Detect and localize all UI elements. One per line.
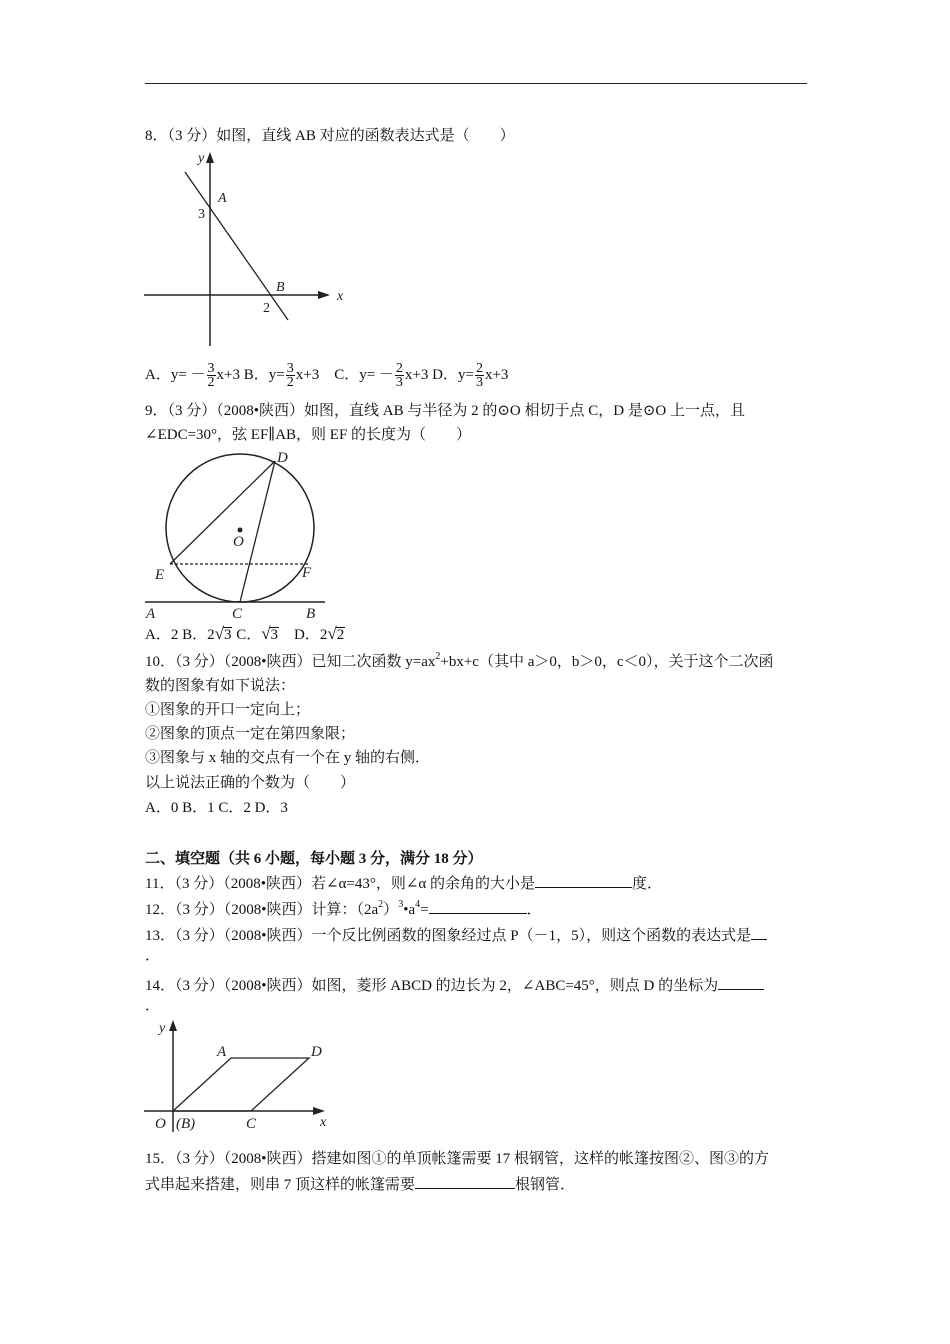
q9-opt-d-label: D．2 (279, 627, 328, 643)
q10-statement-1: ①图象的开口一定向上； (145, 702, 311, 718)
header-rule (145, 83, 807, 84)
q8-figure (140, 150, 360, 350)
q9-O-label: O (233, 534, 244, 550)
q8-options (145, 360, 508, 390)
q10-ask: 以上说法正确的个数为（ ） (145, 775, 356, 791)
q14-tail: ． (145, 998, 161, 1014)
q14-A-label: A (217, 1044, 227, 1060)
q8-A-label: A (218, 191, 227, 206)
q9-E-label: E (155, 567, 165, 583)
q9-opt-c-radicand: 3 (270, 627, 279, 643)
q14-C-label: C (246, 1116, 257, 1132)
q8-opt-d-tail: x+3 (484, 367, 509, 383)
q9-opt-ab: A．2 B．2 (145, 627, 215, 643)
q8-opt-a-label: A．y= － (145, 367, 206, 383)
q10-options: A．0 B．1 C．2 D．3 (145, 800, 288, 816)
section-2-heading: 二、填空题（共 6 小题，每小题 3 分，满分 18 分） (145, 851, 483, 867)
q9-D-label: D (277, 450, 288, 466)
q9-F-label: F (302, 565, 312, 581)
q13-tail: ． (145, 948, 161, 964)
q13: 13．（3 分）（2008•陕西）一个反比例函数的图象经过点 P（－1，5），则这个函数的表达式是 (145, 925, 767, 946)
q9-opt-b-radicand: 3 (223, 627, 232, 643)
q15-line1: 15．（3 分）（2008•陕西）搭建如图①的单顶帐篷需要 17 根钢管，这样的帐篷按图②、图③的方 (145, 1151, 770, 1167)
q8-x-label: x (337, 289, 344, 304)
q8-3-label: 3 (198, 207, 205, 222)
q8-opt-c-label: x+3 C．y= － (295, 367, 394, 383)
q8-opt-c-frac: $\frac{2}{3}$ (395, 361, 403, 391)
q14-D-label: D (311, 1044, 322, 1060)
q8-y-label: y (198, 151, 205, 166)
q11: 11．（3 分）（2008•陕西）若∠α=43°，则∠α 的余角的大小是 度． (145, 873, 662, 894)
q10-statement-2: ②图象的顶点一定在第四象限； (145, 726, 356, 742)
q9-options: A．2 B．2√3 C．√3 D．2√2 (145, 624, 345, 643)
q9-opt-c-label: C． (232, 627, 262, 643)
q8-opt-b-frac: $\frac{3}{2}$ (286, 361, 294, 391)
q14-B-label: (B) (176, 1116, 196, 1132)
q8-opt-d-frac: $\frac{2}{3}$ (475, 361, 483, 391)
q14: 14．（3 分）（2008•陕西）如图，菱形 ABCD 的边长为 2，∠ABC=45°，则点 D 的坐标为 (145, 975, 764, 996)
q10-stem-line1: 10．（3 分）（2008•陕西）已知二次函数 $y=ax^2+bx+c$（其中 a＞0，b＞0，c＜0），关于这个二次函 (145, 651, 774, 670)
q14-y-label: y (159, 1021, 166, 1036)
q14-x-label: x (320, 1115, 327, 1130)
q8-stem: 8．（3 分）如图，直线 AB 对应的函数表达式是（ ） (145, 128, 515, 144)
q14-O-label: O (155, 1116, 166, 1132)
q9-B-label: B (306, 606, 316, 622)
q8-2-label: 2 (263, 301, 270, 316)
q9-opt-d-radicand: 2 (336, 627, 345, 643)
q9-A-label: A (146, 606, 156, 622)
q8-opt-a-frac: $\frac{3}{2}$ (207, 361, 215, 391)
q14-figure (140, 1016, 340, 1136)
q9-C-label: C (232, 606, 243, 622)
q8-opt-d-label: x+3 D．y= (404, 367, 474, 383)
q9-stem-line1: 9．（3 分）（2008•陕西）如图，直线 AB 与半径为 2 的⊙O 相切于点 C，D 是⊙O 上一点，且 (145, 403, 745, 419)
q9-stem-line2: ∠EDC=30°，弦 EF∥AB，则 EF 的长度为（ ） (145, 427, 472, 443)
q15-line2: 式串起来搭建，则串 7 顶这样的帐篷需要 根钢管． (145, 1174, 575, 1195)
q10-statement-3: ③图象与 x 轴的交点有一个在 y 轴的右侧． (145, 750, 431, 766)
q9-figure (140, 446, 340, 626)
q8-opt-b-label: x+3 B．y= (216, 367, 285, 383)
q12: 12．（3 分）（2008•陕西）计算：$(2a^2)^3•a^4=$ ． (145, 899, 542, 918)
q10-stem-line2: 数的图象有如下说法： (145, 678, 296, 694)
q8-B-label: B (276, 280, 285, 295)
